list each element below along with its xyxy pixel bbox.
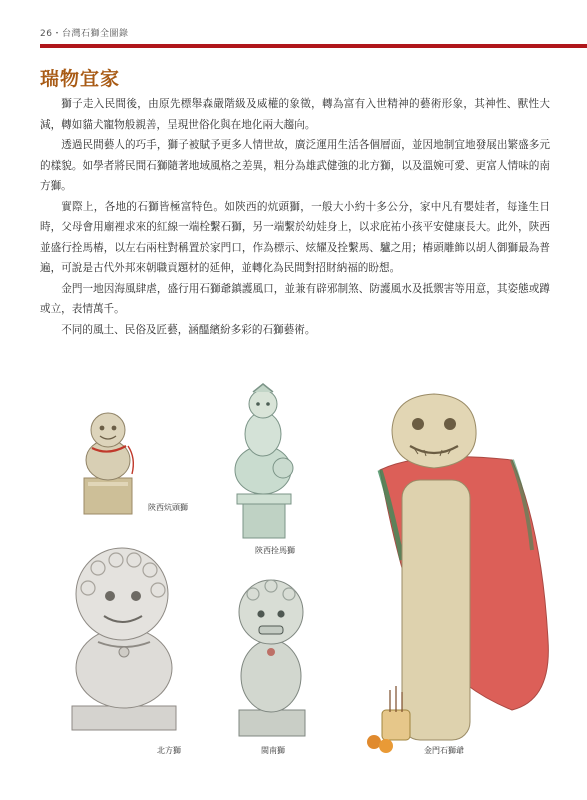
body-text: [40, 94, 550, 340]
section-title: 瑞物宜家: [40, 68, 121, 90]
hitching-post-lion-illustration: [215, 382, 310, 540]
minnan-lion-illustration: [225, 572, 317, 742]
paragraph: 獅子走入民間後，由原先標舉森嚴階級及威權的象徵，轉為富有入世精神的藝術形象，其神性、獸性大減，轉如貓犬寵物般親善，呈現世俗化與在地化兩大趨向。: [40, 98, 550, 131]
paragraph: 透過民間藝人的巧手，獅子被賦予更多人情世故，廣泛運用生活各個層面，並因地制宜地發展出繁盛多元的樣貌。如學者將民間石獅隨著地域風格之差異，粗分為雄武健強的北方獅，以及溫婉可愛、更富人情味的南方獅。: [40, 139, 550, 192]
header-rule: [40, 44, 587, 48]
paragraph: 不同的風土、民俗及匠藝，涵醞繽紛多彩的石獅藝術。: [61, 323, 316, 336]
paragraph: 金門一地因海風肆虐，盛行用石獅爺鎮護風口，並兼有辟邪制煞、防護風水及抵禦害等用意，其姿態或蹲或立，表情萬千。: [40, 282, 550, 315]
figure-caption: 北方獅: [157, 746, 181, 755]
kang-lion-illustration: [70, 400, 150, 520]
paragraph: 實際上，各地的石獅皆極富特色。如陝西的炕頭獅，一般大小約十多公分，家中凡有嬰娃者，每逢生日時，父母會用廟裡求來的紅線一端栓繫石獅，另一端繫於幼娃身上，以求庇祐小孩平安健康長大。此外，陝西並盛行拴馬樁，以左右兩柱對稱置於家門口，作為標示、炫耀及拴繫馬、驢之用；樁頭雕飾以胡人御獅最為普遍，可說是古代外邦來朝職貢題材的延伸，並轉化為民間對招財納福的盼想。: [40, 200, 550, 274]
northern-lion-illustration: [58, 538, 188, 738]
figure-caption: 陝西炕頭獅: [148, 503, 188, 512]
wind-lion-god-illustration: [362, 390, 557, 760]
figure-caption: 陝西拴馬獅: [255, 546, 295, 555]
figure-caption: 金門石獅爺: [424, 746, 464, 755]
running-head: 26・台灣石獅全圖錄: [40, 29, 129, 39]
figure-caption: 閩南獅: [261, 746, 285, 755]
